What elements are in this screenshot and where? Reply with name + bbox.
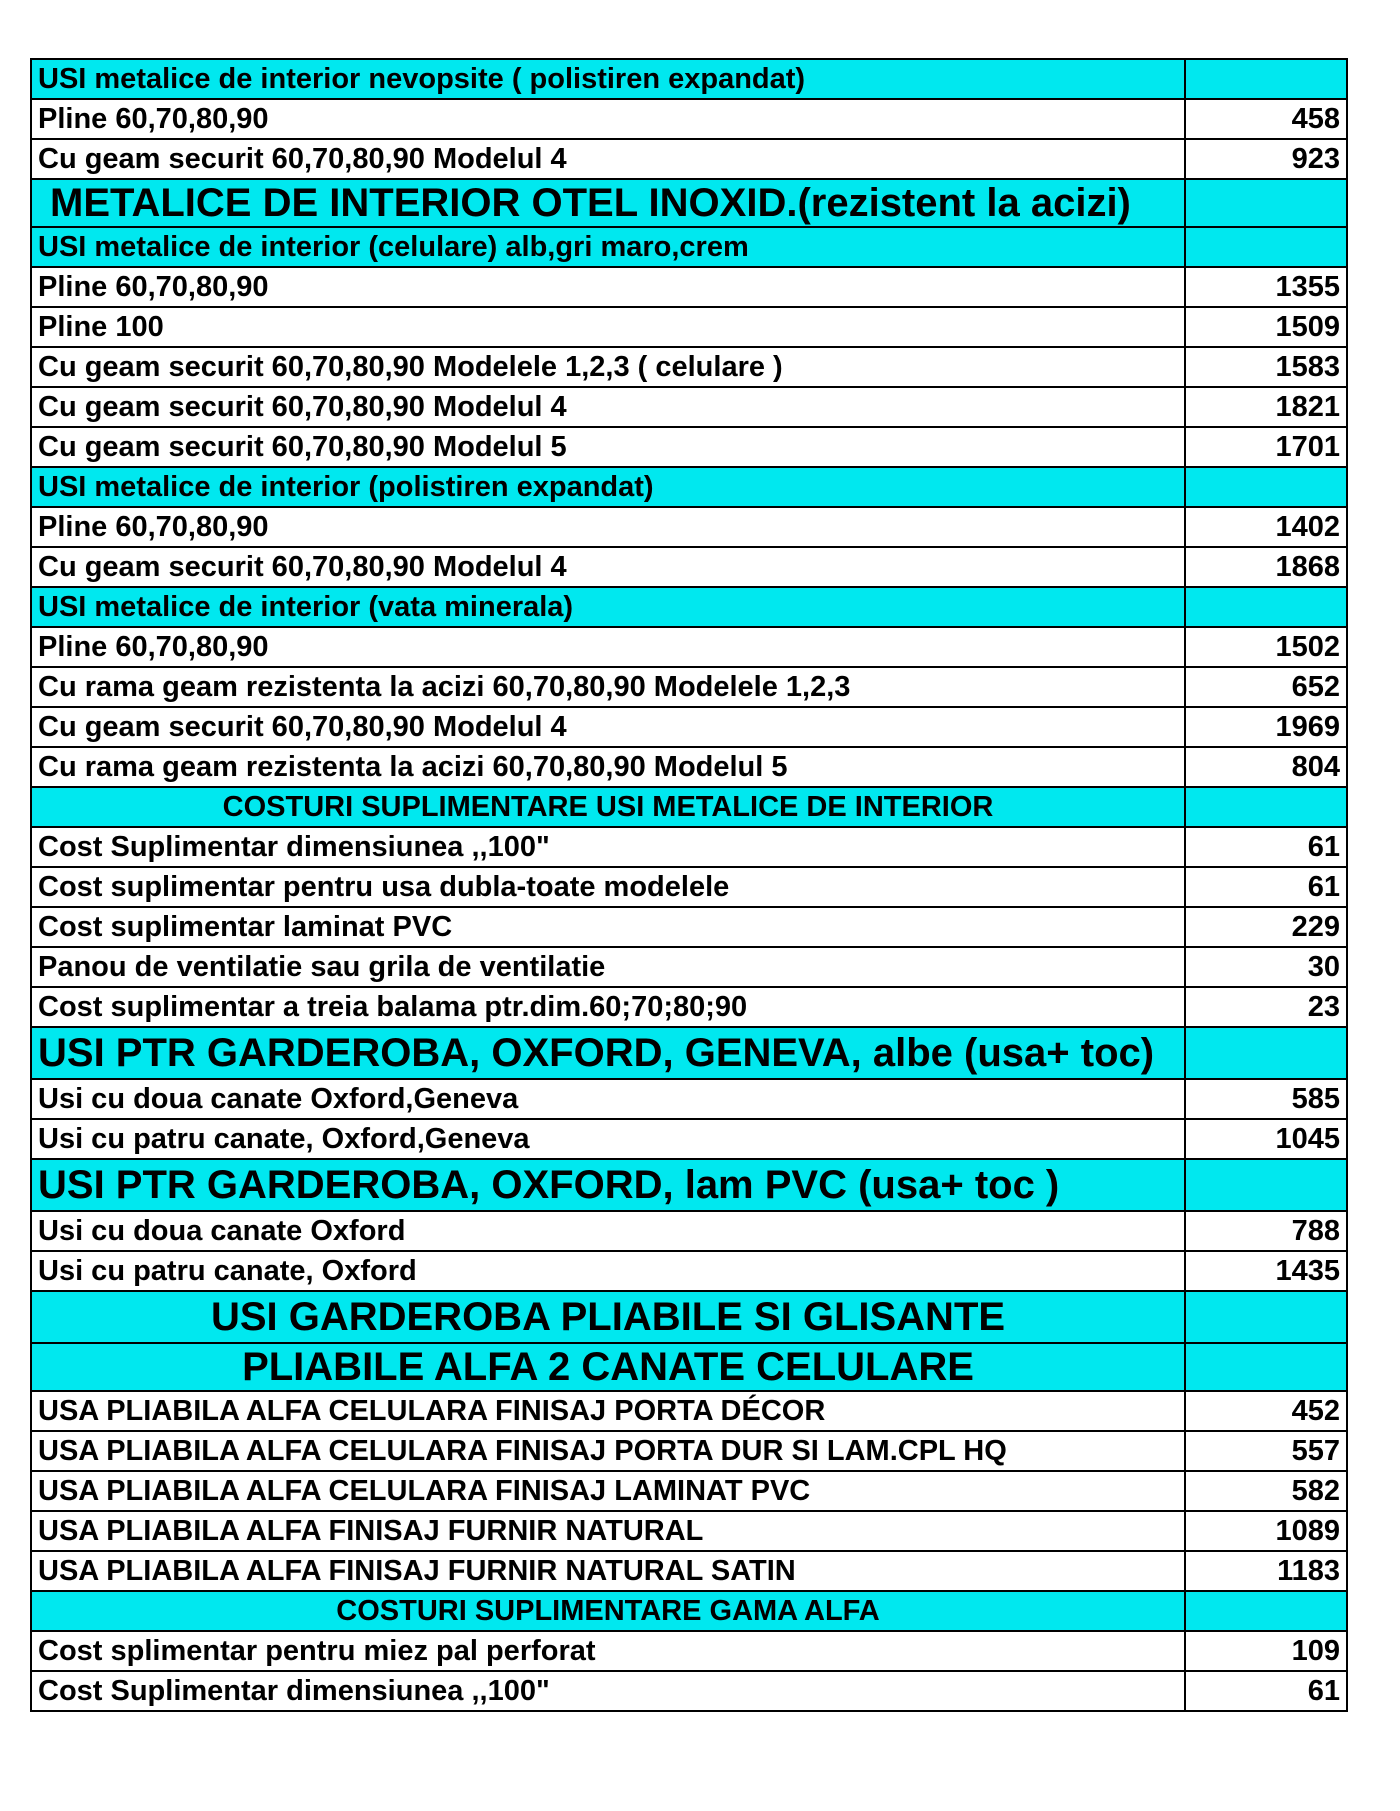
item-price: 61 (1185, 1671, 1347, 1711)
item-description: Cu rama geam rezistenta la acizi 60,70,80,90 Modelele 1,2,3 (31, 667, 1185, 707)
price-row (31, 1391, 1347, 1431)
section-price-cell (1185, 587, 1347, 627)
price-row (31, 627, 1347, 667)
item-price: 1969 (1185, 707, 1347, 747)
section-price-cell (1185, 1027, 1347, 1079)
section-title: USI metalice de interior nevopsite ( polistiren expandat) (31, 59, 1185, 99)
item-price: 1502 (1185, 627, 1347, 667)
section-header-row (31, 587, 1347, 627)
item-price: 452 (1185, 1391, 1347, 1431)
item-description: Cost suplimentar a treia balama ptr.dim.60;70;80;90 (31, 987, 1185, 1027)
section-header-row (31, 179, 1347, 227)
section-price-cell (1185, 179, 1347, 227)
price-table-body (31, 59, 1347, 1711)
item-description: Panou de ventilatie sau grila de ventilatie (31, 947, 1185, 987)
price-row (31, 987, 1347, 1027)
item-description: Usi cu patru canate, Oxford (31, 1251, 1185, 1291)
item-description: USA PLIABILA ALFA FINISAJ FURNIR NATURAL (31, 1511, 1185, 1551)
price-row (31, 707, 1347, 747)
section-title: METALICE DE INTERIOR OTEL INOXID.(rezistent la acizi) (31, 179, 1185, 227)
price-row (31, 827, 1347, 867)
item-price: 788 (1185, 1211, 1347, 1251)
price-row (31, 907, 1347, 947)
section-price-cell (1185, 787, 1347, 827)
price-row (31, 1631, 1347, 1671)
section-header-row (31, 227, 1347, 267)
item-price: 458 (1185, 99, 1347, 139)
section-title: USI metalice de interior (celulare) alb,gri maro,crem (31, 227, 1185, 267)
section-title: USI metalice de interior (polistiren expandat) (31, 467, 1185, 507)
item-description: Pline 100 (31, 307, 1185, 347)
item-price: 61 (1185, 827, 1347, 867)
item-description: USA PLIABILA ALFA CELULARA FINISAJ LAMINAT PVC (31, 1471, 1185, 1511)
price-row (31, 347, 1347, 387)
price-row (31, 1511, 1347, 1551)
item-description: Cost suplimentar laminat PVC (31, 907, 1185, 947)
item-description: Cost Suplimentar dimensiunea ,,100" (31, 1671, 1185, 1711)
section-header-row (31, 467, 1347, 507)
price-row (31, 427, 1347, 467)
price-row (31, 1079, 1347, 1119)
price-row (31, 99, 1347, 139)
item-price: 1089 (1185, 1511, 1347, 1551)
section-title: PLIABILE ALFA 2 CANATE CELULARE (31, 1343, 1185, 1391)
section-price-cell (1185, 1591, 1347, 1631)
price-row (31, 387, 1347, 427)
price-row (31, 547, 1347, 587)
price-row (31, 747, 1347, 787)
section-price-cell (1185, 1291, 1347, 1343)
section-price-cell (1185, 1343, 1347, 1391)
item-price: 30 (1185, 947, 1347, 987)
item-price: 923 (1185, 139, 1347, 179)
item-price: 1868 (1185, 547, 1347, 587)
item-price: 1183 (1185, 1551, 1347, 1591)
section-price-cell (1185, 1159, 1347, 1211)
section-header-row (31, 1159, 1347, 1211)
item-description: Usi cu doua canate Oxford,Geneva (31, 1079, 1185, 1119)
price-row (31, 307, 1347, 347)
item-description: Cu rama geam rezistenta la acizi 60,70,80,90 Modelul 5 (31, 747, 1185, 787)
section-header-row (31, 1027, 1347, 1079)
section-header-row (31, 1343, 1347, 1391)
price-row (31, 947, 1347, 987)
price-row (31, 1119, 1347, 1159)
item-price: 23 (1185, 987, 1347, 1027)
item-price: 1583 (1185, 347, 1347, 387)
item-description: Usi cu doua canate Oxford (31, 1211, 1185, 1251)
item-price: 804 (1185, 747, 1347, 787)
price-row (31, 1431, 1347, 1471)
item-description: Cu geam securit 60,70,80,90 Modelul 4 (31, 387, 1185, 427)
section-header-row (31, 59, 1347, 99)
price-row (31, 1551, 1347, 1591)
item-description: USA PLIABILA ALFA CELULARA FINISAJ PORTA DUR SI LAM.CPL HQ (31, 1431, 1185, 1471)
price-row (31, 867, 1347, 907)
item-price: 1045 (1185, 1119, 1347, 1159)
item-description: Cu geam securit 60,70,80,90 Modelul 5 (31, 427, 1185, 467)
section-price-cell (1185, 467, 1347, 507)
section-price-cell (1185, 59, 1347, 99)
section-header-row (31, 787, 1347, 827)
item-description: Cost Suplimentar dimensiunea ,,100" (31, 827, 1185, 867)
price-row (31, 1211, 1347, 1251)
price-row (31, 1251, 1347, 1291)
item-description: Cu geam securit 60,70,80,90 Modelele 1,2,3 ( celulare ) (31, 347, 1185, 387)
item-description: Pline 60,70,80,90 (31, 507, 1185, 547)
item-description: Pline 60,70,80,90 (31, 627, 1185, 667)
item-price: 1701 (1185, 427, 1347, 467)
section-title: COSTURI SUPLIMENTARE USI METALICE DE INTERIOR (31, 787, 1185, 827)
section-title: COSTURI SUPLIMENTARE GAMA ALFA (31, 1591, 1185, 1631)
item-price: 585 (1185, 1079, 1347, 1119)
price-row (31, 267, 1347, 307)
item-price: 61 (1185, 867, 1347, 907)
item-price: 1402 (1185, 507, 1347, 547)
section-price-cell (1185, 227, 1347, 267)
section-title: USI PTR GARDEROBA, OXFORD, lam PVC (usa+ toc ) (31, 1159, 1185, 1211)
price-row (31, 667, 1347, 707)
price-table (30, 58, 1348, 1712)
section-title: USI PTR GARDEROBA, OXFORD, GENEVA, albe (usa+ toc) (31, 1027, 1185, 1079)
section-title: USI GARDEROBA PLIABILE SI GLISANTE (31, 1291, 1185, 1343)
item-price: 229 (1185, 907, 1347, 947)
item-price: 1509 (1185, 307, 1347, 347)
price-row (31, 507, 1347, 547)
item-description: Cu geam securit 60,70,80,90 Modelul 4 (31, 547, 1185, 587)
item-description: Cu geam securit 60,70,80,90 Modelul 4 (31, 139, 1185, 179)
item-price: 109 (1185, 1631, 1347, 1671)
item-description: Cu geam securit 60,70,80,90 Modelul 4 (31, 707, 1185, 747)
section-title: USI metalice de interior (vata minerala) (31, 587, 1185, 627)
item-description: Cost splimentar pentru miez pal perforat (31, 1631, 1185, 1671)
item-description: Cost suplimentar pentru usa dubla-toate modelele (31, 867, 1185, 907)
section-header-row (31, 1591, 1347, 1631)
item-description: USA PLIABILA ALFA FINISAJ FURNIR NATURAL SATIN (31, 1551, 1185, 1591)
price-row (31, 139, 1347, 179)
item-price: 1821 (1185, 387, 1347, 427)
section-header-row (31, 1291, 1347, 1343)
item-description: Pline 60,70,80,90 (31, 99, 1185, 139)
item-price: 1435 (1185, 1251, 1347, 1291)
item-price: 652 (1185, 667, 1347, 707)
item-description: Usi cu patru canate, Oxford,Geneva (31, 1119, 1185, 1159)
item-price: 557 (1185, 1431, 1347, 1471)
item-price: 1355 (1185, 267, 1347, 307)
price-row (31, 1471, 1347, 1511)
item-description: USA PLIABILA ALFA CELULARA FINISAJ PORTA DÉCOR (31, 1391, 1185, 1431)
item-description: Pline 60,70,80,90 (31, 267, 1185, 307)
item-price: 582 (1185, 1471, 1347, 1511)
price-row (31, 1671, 1347, 1711)
